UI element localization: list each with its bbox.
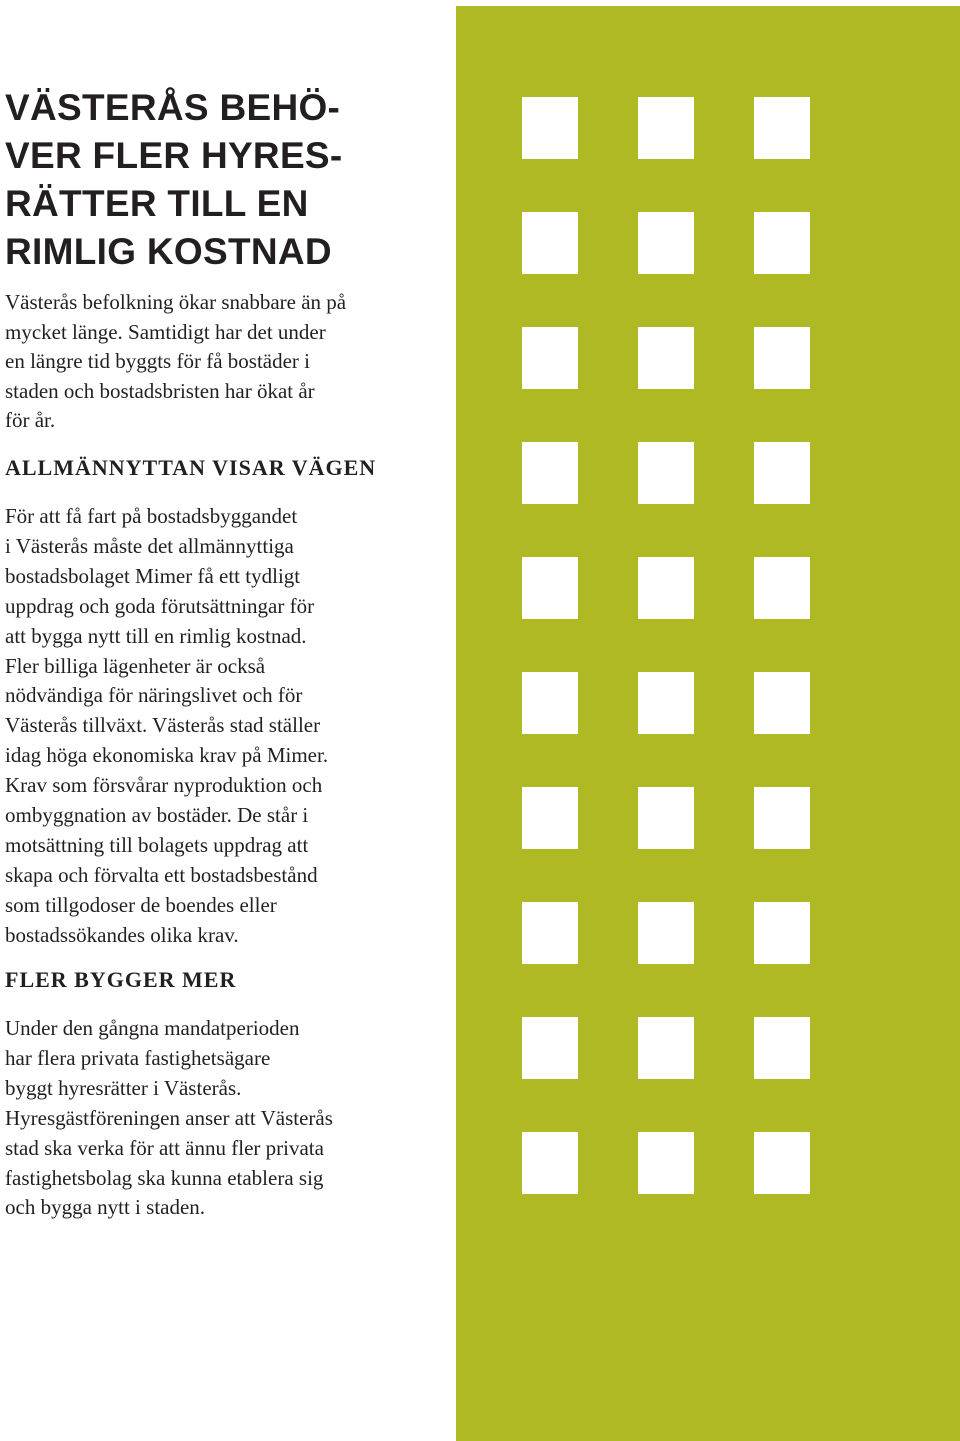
text-line: Hyresgästföreningen anser att Västerås xyxy=(5,1105,333,1130)
window-square xyxy=(754,787,810,849)
section-heading-fler-bygger: FLER BYGGER MER xyxy=(5,967,237,992)
window-square xyxy=(754,97,810,159)
window-square xyxy=(638,212,694,274)
window-square xyxy=(638,97,694,159)
window-square xyxy=(638,1017,694,1079)
page-title xyxy=(5,84,425,276)
window-square xyxy=(638,672,694,734)
text-line: bostadsbolaget Mimer få ett tydligt xyxy=(5,563,301,588)
window-square xyxy=(522,97,578,159)
text-line: motsättning till bolagets uppdrag att xyxy=(5,832,309,857)
window-square xyxy=(522,1017,578,1079)
text-line: Fler billiga lägenheter är också xyxy=(5,653,266,678)
text-line: nödvändiga för näringslivet och för xyxy=(5,683,303,708)
text-line: Krav som försvårar nyproduktion och xyxy=(5,773,323,798)
text-line: idag höga ekonomiska krav på Mimer. xyxy=(5,743,329,768)
window-square xyxy=(754,212,810,274)
window-square xyxy=(638,787,694,849)
text-line: har flera privata fastighetsägare xyxy=(5,1045,271,1070)
window-square xyxy=(638,902,694,964)
title-line: RÄTTER TILL EN xyxy=(5,183,309,224)
window-square xyxy=(522,442,578,504)
intro-paragraph xyxy=(5,288,435,436)
text-line: stad ska verka för att ännu fler privata xyxy=(5,1135,324,1160)
text-line: en längre tid byggts för få bostäder i xyxy=(5,349,310,373)
text-line: Västerås befolkning ökar snabbare än på xyxy=(5,290,347,314)
title-line: RIMLIG KOSTNAD xyxy=(5,231,332,272)
window-square xyxy=(754,902,810,964)
title-line: VER FLER HYRES- xyxy=(5,135,343,176)
window-square xyxy=(754,327,810,389)
window-square xyxy=(638,557,694,619)
text-line: fastighetsbolag ska kunna etablera sig xyxy=(5,1165,324,1190)
window-square xyxy=(638,442,694,504)
text-line: staden och bostadsbristen har ökat år xyxy=(5,378,315,403)
window-square xyxy=(522,212,578,274)
window-square xyxy=(754,672,810,734)
building-illustration xyxy=(456,6,960,1441)
window-square xyxy=(522,327,578,389)
window-square xyxy=(754,557,810,619)
text-line: mycket länge. Samtidigt har det under xyxy=(5,319,326,344)
window-square xyxy=(638,1132,694,1194)
text-line: för år. xyxy=(5,408,56,432)
window-square xyxy=(522,1132,578,1194)
text-line: och bygga nytt i staden. xyxy=(5,1195,206,1220)
text-line: byggt hyresrätter i Västerås. xyxy=(5,1075,242,1100)
window-square xyxy=(638,327,694,389)
window-square xyxy=(754,1017,810,1079)
window-square xyxy=(754,442,810,504)
text-line: skapa och förvalta ett bostadsbestånd xyxy=(5,862,318,887)
text-line: Västerås tillväxt. Västerås stad ställer xyxy=(5,713,321,738)
window-square xyxy=(522,557,578,619)
text-line: att bygga nytt till en rimlig kostnad. xyxy=(5,623,307,648)
section-heading-allmannyttan: ALLMÄNNYTTAN VISAR VÄGEN xyxy=(5,455,377,480)
section-paragraph-fler-bygger xyxy=(5,1014,435,1223)
window-square xyxy=(522,672,578,734)
text-line: i Västerås måste det allmännyttiga xyxy=(5,533,294,558)
window-square xyxy=(754,1132,810,1194)
text-line: ombyggnation av bostäder. De står i xyxy=(5,803,309,828)
text-line: bostadssökandes olika krav. xyxy=(5,922,239,947)
section-paragraph-allmannyttan xyxy=(5,502,435,951)
text-line: som tillgodoser de boendes eller xyxy=(5,892,277,917)
text-line: uppdrag och goda förutsättningar för xyxy=(5,593,315,618)
window-square xyxy=(522,902,578,964)
text-line: Under den gångna mandatperioden xyxy=(5,1016,300,1040)
title-line: VÄSTERÅS BEHÖ- xyxy=(5,87,341,128)
window-square xyxy=(522,787,578,849)
text-line: För att få fart på bostadsbyggandet xyxy=(5,504,298,528)
